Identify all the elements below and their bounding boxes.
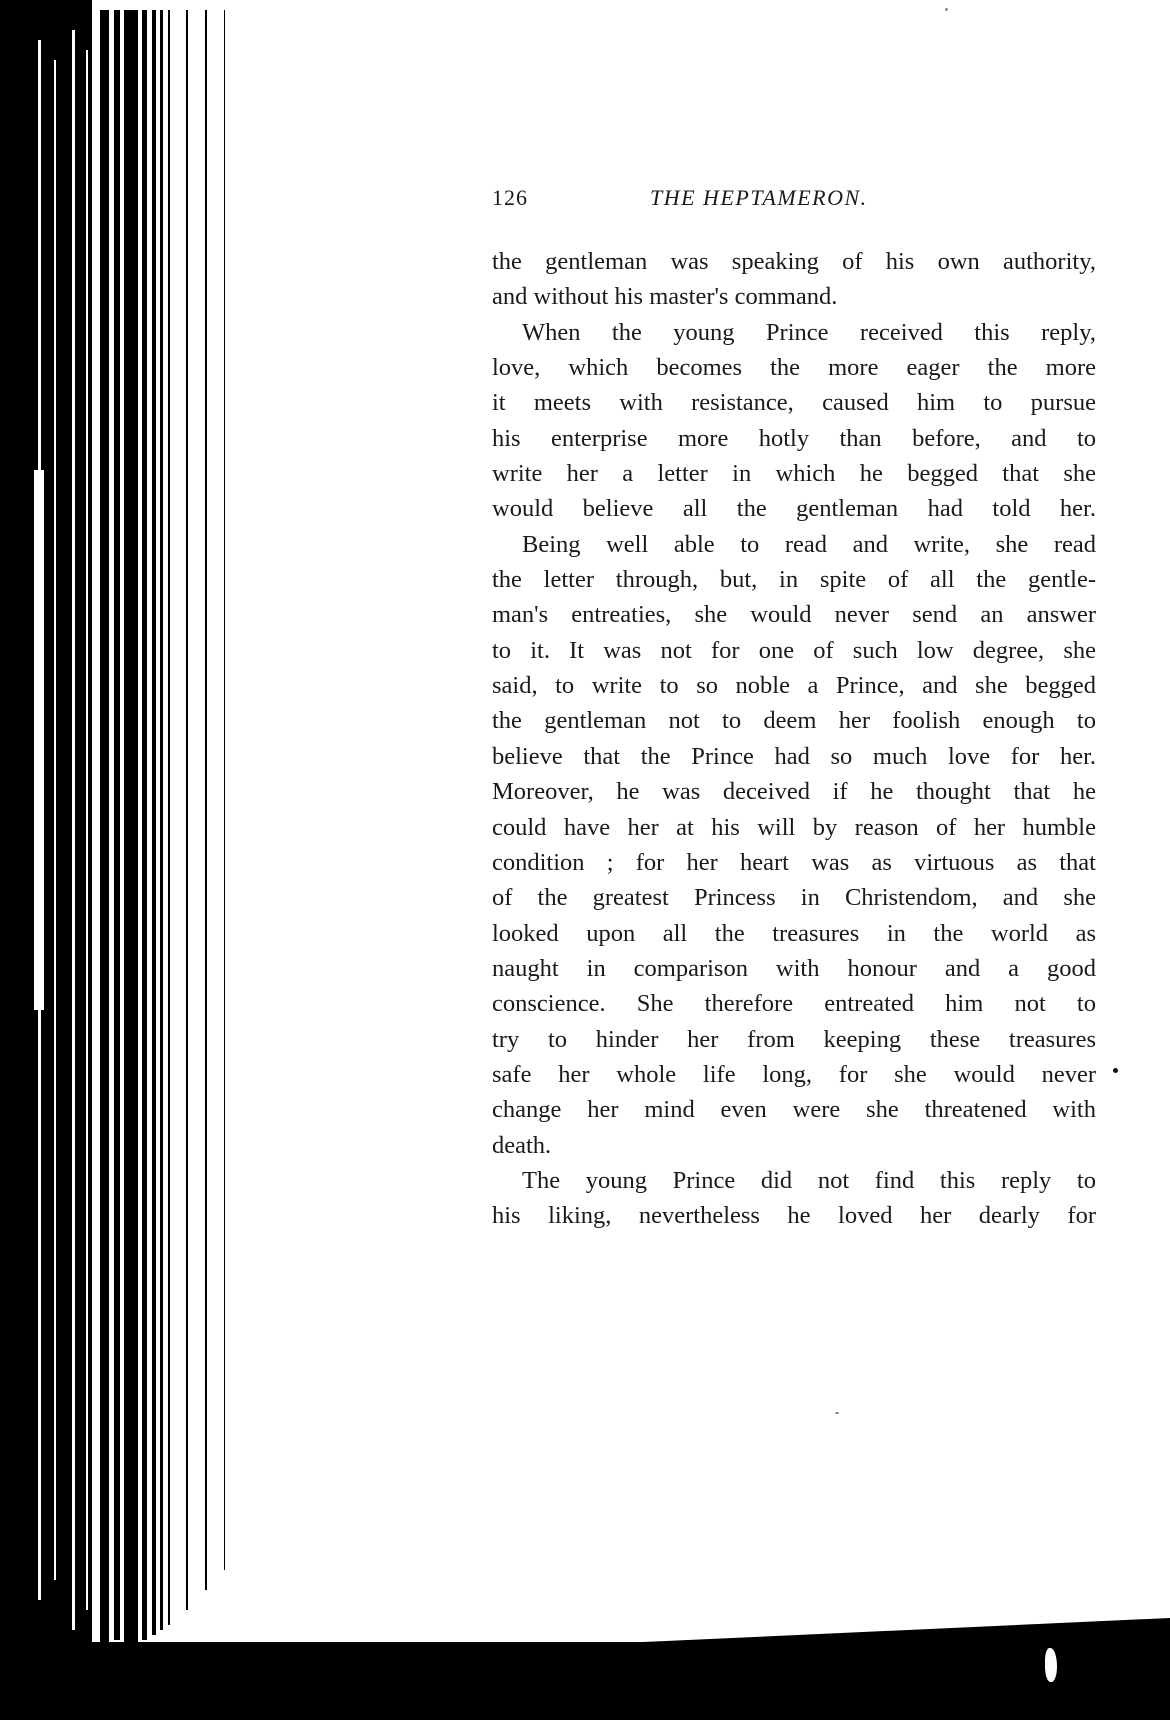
text-line: conscience. She therefore entreated him not to <box>492 990 1096 1018</box>
text-line: the gentleman was speaking of his own authority, <box>492 248 1096 275</box>
page-edge-stripe <box>224 10 225 1570</box>
page-edge-stripe <box>168 10 170 1625</box>
text-line: Moreover, he was deceived if he thought that he <box>492 778 1096 806</box>
book-title: THE HEPTAMERON. <box>650 185 868 210</box>
text-line: his liking, nevertheless he loved her dearly for <box>492 1202 1096 1230</box>
page-edge-stripe <box>114 10 120 1640</box>
page-edge-stripe <box>160 10 163 1630</box>
page-edge-stripe <box>142 10 147 1640</box>
text-line: change her mind even were she threatened with <box>492 1096 1096 1124</box>
page-edge-gap <box>86 50 88 1610</box>
text-line: When the young Prince received this reply, <box>522 318 1096 346</box>
text-line: write her a letter in which he begged that she <box>492 460 1096 488</box>
page-edge-stripe <box>152 10 156 1635</box>
page-edge-highlight <box>34 470 44 1010</box>
scan-bottom-band <box>0 1642 1170 1720</box>
text-line: his enterprise more hotly than before, and to <box>492 424 1096 452</box>
text-line: death. <box>492 1131 552 1159</box>
book-edge-scan <box>0 0 230 1720</box>
body-text <box>492 244 1096 1234</box>
text-line: could have her at his will by reason of her humble <box>492 813 1096 841</box>
text-line: The young Prince did not find this reply to <box>522 1166 1096 1194</box>
page-edge-stripe <box>205 10 207 1590</box>
scan-bottom-band-wedge <box>600 1618 1170 1644</box>
page-edge-gap <box>54 60 56 1580</box>
page-edge-gap <box>72 30 75 1630</box>
text-line: it meets with resistance, caused him to pursue <box>492 389 1096 417</box>
running-head <box>492 183 1096 213</box>
text-line: condition ; for her heart was as virtuous as that <box>492 848 1096 876</box>
text-line: love, which becomes the more eager the more <box>492 354 1096 382</box>
text-line: said, to write to so noble a Prince, and she begged <box>492 672 1096 700</box>
page-edge-stripe <box>124 10 138 1650</box>
text-line: try to hinder her from keeping these treasures <box>492 1025 1096 1053</box>
page-number: 126 <box>492 185 528 210</box>
text-line: safe her whole life long, for she would never <box>492 1060 1096 1088</box>
page-edge-stripe <box>100 10 109 1650</box>
text-line: to it. It was not for one of such low degree, she <box>492 636 1096 664</box>
scan-speck <box>1113 1068 1118 1073</box>
text-line: naught in comparison with honour and a good <box>492 954 1096 982</box>
text-line: man's entreaties, she would never send an answer <box>492 601 1096 629</box>
scan-speck <box>835 1412 839 1414</box>
scan-speck <box>945 8 948 11</box>
text-line: believe that the Prince had so much love for her. <box>492 742 1096 770</box>
text-line: of the greatest Princess in Christendom, and she <box>492 884 1096 912</box>
text-line: the gentleman not to deem her foolish enough to <box>492 707 1096 735</box>
text-line: and without his master's command. <box>492 283 838 311</box>
book-spine-shadow <box>0 0 92 1650</box>
text-line: would believe all the gentleman had told her. <box>492 495 1096 523</box>
text-line: the letter through, but, in spite of all the gentle- <box>492 566 1096 594</box>
scan-bottom-notch <box>1045 1648 1057 1682</box>
text-line: Being well able to read and write, she read <box>522 530 1096 558</box>
text-line: looked upon all the treasures in the world as <box>492 919 1096 947</box>
page-edge-stripe <box>186 10 188 1610</box>
